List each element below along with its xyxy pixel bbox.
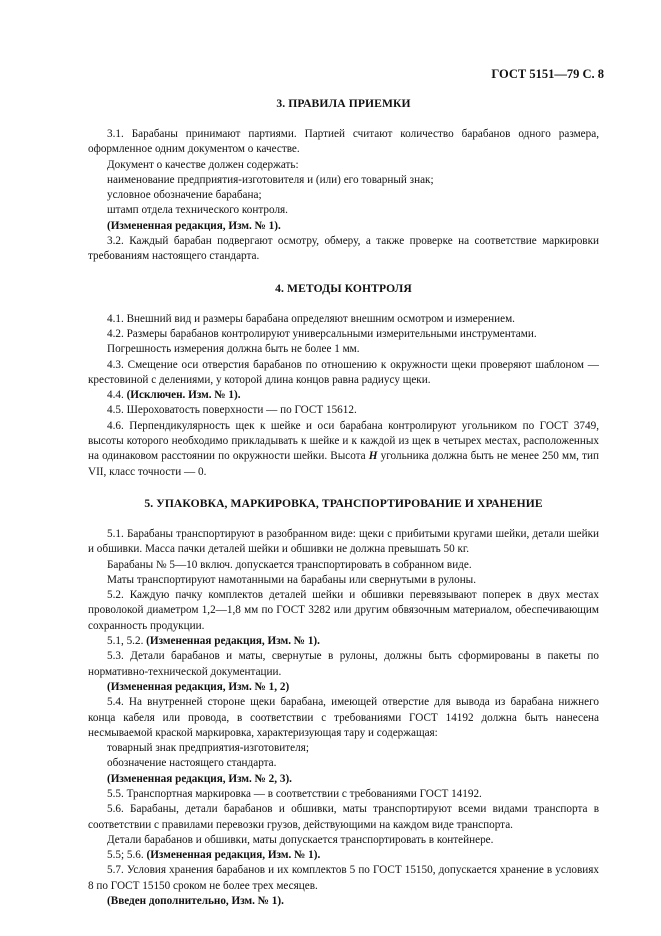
paragraph: Барабаны № 5—10 включ. допускается транспортировать в собранном виде.	[107, 558, 472, 571]
paragraph: 4.1. Внешний вид и размеры барабана определяют внешним осмотром и измерением.	[107, 312, 515, 325]
paragraph: 5.3. Детали барабанов и маты, свернутые в рулоны, должны быть сформированы в пакеты по нормативно-технической документации.	[88, 650, 599, 678]
clause-number: 5.5; 5.6.	[107, 849, 144, 862]
paragraph: 5.7. Условия хранения барабанов и их комплектов 5 по ГОСТ 15150, допускается хранение в условиях 8 по ГОСТ 15150 сроком не более трех месяцев.	[88, 864, 599, 892]
paragraph: 4.2. Размеры барабанов контролируют универсальными измерительными инструментами.	[107, 327, 537, 340]
amendment-note: (Измененная редакция, Изм. № 1, 2)	[107, 680, 290, 693]
page-header: ГОСТ 5151—79 С. 8	[491, 67, 604, 81]
clause-number: 4.4.	[107, 389, 124, 402]
paragraph-text: 4.6. Перпендикулярность щек к шейке и оси барабана контролируют угольником по ГОСТ 3749, высоты которого необходимо прикладывать к шейке и к каждой из щек в четырех местах, расположенных на одинаковом расстоянии по окружности шейки. Высота	[88, 419, 599, 463]
variable-h: Н	[368, 450, 378, 463]
paragraph: штамп отдела технического контроля.	[107, 204, 288, 217]
paragraph-text: угольника должна быть не менее 250 мм, тип VII, класс точности — 0.	[88, 450, 599, 478]
paragraph: 3.2. Каждый барабан подвергают осмотру, обмеру, а также проверке на соответствие маркировки требованиям настоящего стандарта.	[88, 235, 599, 263]
paragraph: условное обозначение барабана;	[107, 189, 262, 202]
paragraph: товарный знак предприятия-изготовителя;	[107, 742, 309, 755]
paragraph: 5.5. Транспортная маркировка — в соответствии с требованиями ГОСТ 14192.	[107, 787, 482, 800]
paragraph	[88, 634, 599, 649]
amendment-note: (Измененная редакция, Изм. № 2, 3).	[107, 772, 292, 785]
paragraph: Маты транспортируют намотанными на барабаны или свернутыми в рулоны.	[107, 573, 477, 586]
clause-number: 5.1, 5.2.	[107, 635, 144, 648]
paragraph: 4.3. Смещение оси отверстия барабанов по отношению к окружности щеки проверяют шаблоном — крестовиной с делениями, у которой длина концов равна радиусу щеки.	[88, 358, 599, 386]
amendment-note: (Введен дополнительно, Изм. № 1).	[107, 895, 284, 908]
paragraph: Документ о качестве должен содержать:	[107, 158, 299, 171]
paragraph: наименование предприятия-изготовителя и (или) его товарный знак;	[107, 173, 434, 186]
paragraph: 5.4. На внутренней стороне щеки барабана, имеющей отверстие для вывода из барабана нижнего конца кабеля или провода, в соответствии с требованиями ГОСТ 14192 должна быть нанесена несмываемой краской маркировка, характеризующая тару и содержащая:	[88, 696, 599, 739]
amendment-note: (Измененная редакция, Изм. № 1).	[146, 849, 321, 862]
paragraph: 5.2. Каждую пачку комплектов деталей шейки и обшивки перевязывают поперек в двух местах проволокой диаметром 1,2—1,8 мм по ГОСТ 3282 или другим обвязочным материалом, обеспечивающим сохранность продукции.	[88, 589, 599, 632]
paragraph: 4.5. Шероховатость поверхности — по ГОСТ 15612.	[107, 404, 357, 417]
paragraph: Погрешность измерения должна быть не более 1 мм.	[107, 343, 360, 356]
paragraph: 5.6. Барабаны, детали барабанов и обшивки, маты транспортируют всеми видами транспорта в соответствии с правилами перевозки грузов, действующими на каждом виде транспорта.	[88, 803, 599, 831]
document-body	[88, 96, 599, 909]
amendment-note: (Исключен. Изм. № 1).	[126, 389, 241, 402]
paragraph: 3.1. Барабаны принимают партиями. Партией считают количество барабанов одного размера, оформленное одним документом о качестве.	[88, 128, 599, 156]
paragraph	[88, 848, 599, 863]
paragraph	[88, 388, 599, 403]
amendment-note: (Измененная редакция, Изм. № 1).	[107, 219, 281, 232]
paragraph	[88, 419, 599, 480]
paragraph: 5.1. Барабаны транспортируют в разобранном виде: щеки с прибитыми кругами шейки, детали шейки и обшивки. Масса пачки деталей шейки и обшивки не должна превышать 50 кг.	[88, 527, 599, 556]
section-3-title: 3. ПРАВИЛА ПРИЕМКИ	[276, 97, 411, 110]
amendment-note: (Измененная редакция, Изм. № 1).	[146, 635, 320, 648]
section-4-title: 4. МЕТОДЫ КОНТРОЛЯ	[275, 281, 412, 295]
paragraph: обозначение настоящего стандарта.	[107, 757, 277, 770]
paragraph: Детали барабанов и обшивки, маты допускается транспортировать в контейнере.	[107, 833, 494, 846]
section-5-title: 5. УПАКОВКА, МАРКИРОВКА, ТРАНСПОРТИРОВАНИЕ И ХРАНЕНИЕ	[144, 496, 543, 510]
